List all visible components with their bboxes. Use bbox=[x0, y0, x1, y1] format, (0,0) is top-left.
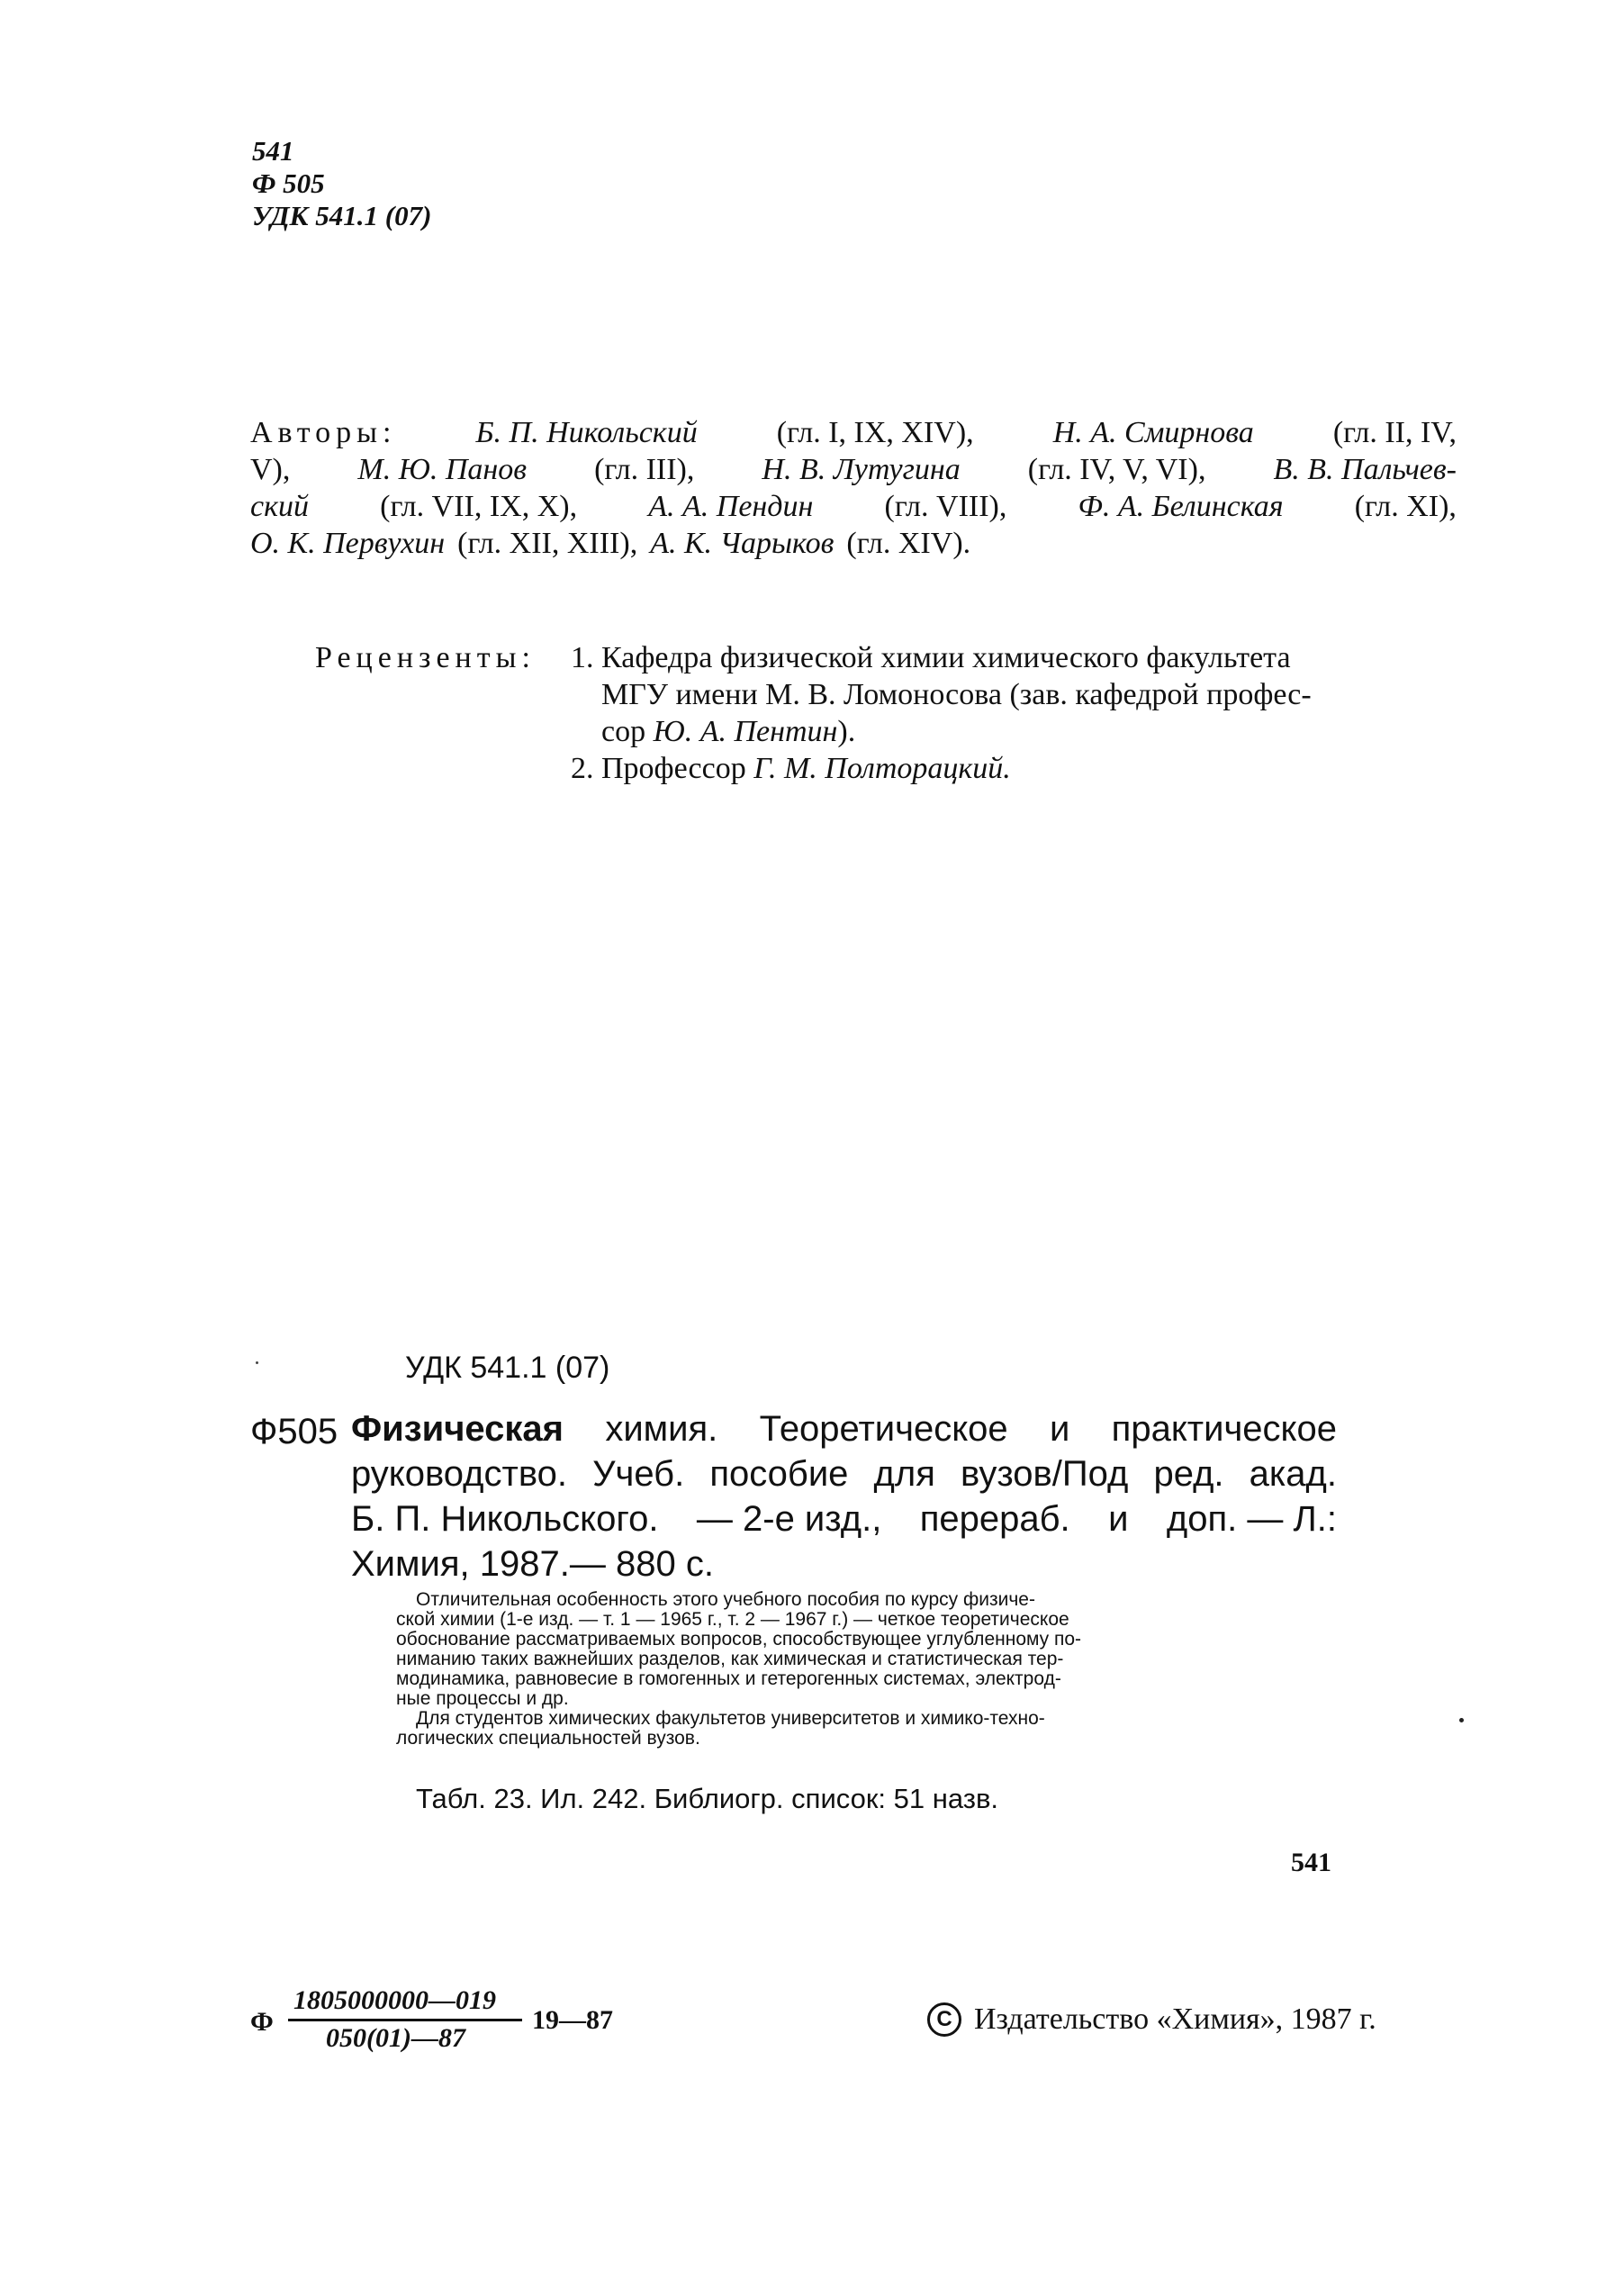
author-chapters: (гл. XI), bbox=[1354, 490, 1457, 523]
speck bbox=[1459, 1718, 1464, 1722]
reviewer-text: Кафедра физической химии химического факультета bbox=[601, 641, 1291, 674]
fraction-bar bbox=[288, 2019, 522, 2021]
reviewer-number: 2. bbox=[571, 752, 594, 785]
annotation-line: обоснование рассматриваемых вопросов, способствующее углубленному по- bbox=[396, 1629, 1082, 1650]
reviewers-block bbox=[315, 639, 1467, 787]
reviewer-text: Профессор bbox=[601, 752, 746, 785]
fraction-denominator: 050(01)—87 bbox=[326, 2023, 465, 2053]
authors-line bbox=[250, 488, 1457, 525]
fraction-symbol: Ф bbox=[250, 2007, 274, 2037]
copyright-line bbox=[927, 2002, 1376, 2037]
biblio-word: перераб. bbox=[919, 1499, 1070, 1539]
catalog-codes bbox=[252, 135, 431, 232]
author-chapters: (гл. II, IV, bbox=[1332, 416, 1457, 449]
reviewers-label: Рецензенты: bbox=[315, 641, 536, 674]
author-chapters: V), bbox=[250, 453, 291, 486]
annotation bbox=[396, 1590, 1337, 1749]
authors-line bbox=[250, 451, 1457, 488]
author-chapters: (гл. I, IX, XIV), bbox=[776, 416, 974, 449]
author-chapters: (гл. IV, V, VI), bbox=[1027, 453, 1206, 486]
annotation-line: ные процессы и др. bbox=[396, 1688, 569, 1709]
author-chapters: (гл. XII, XIII), bbox=[457, 527, 638, 560]
reviewer-name: Ю. А. Пентин bbox=[653, 715, 838, 748]
annotation-line: логических специальностей вузов. bbox=[396, 1728, 700, 1749]
author-chapters: (гл. VIII), bbox=[884, 490, 1007, 523]
card-author-mark: Ф505 bbox=[250, 1412, 338, 1451]
annotation-line: ниманию таких важнейших разделов, как химическая и статистическая тер- bbox=[396, 1649, 1064, 1669]
author-name: Н. В. Лутугина bbox=[762, 453, 961, 486]
biblio-word: Учеб. bbox=[592, 1454, 685, 1494]
biblio-word: пособие bbox=[709, 1454, 849, 1494]
bbk-code: 541 bbox=[252, 135, 294, 167]
author-chapters: (гл. XIV). bbox=[846, 527, 971, 560]
biblio-word: — 2-е изд., bbox=[696, 1499, 882, 1539]
biblio-word: руководство. bbox=[351, 1454, 567, 1494]
annotation-line: Отличительная особенность этого учебного пособия по курсу физиче- bbox=[416, 1589, 1035, 1610]
reviewer-text: МГУ имени М. В. Ломоносова (зав. кафедрой профес- bbox=[601, 678, 1312, 711]
biblio-word: Теоретическое bbox=[759, 1409, 1008, 1449]
author-chapters: (гл. VII, IX, X), bbox=[380, 490, 578, 523]
author-mark: Ф 505 bbox=[252, 167, 325, 199]
copyright-text: Издательство «Химия», 1987 г. bbox=[974, 2002, 1376, 2036]
author-name: А. К. Чарыков bbox=[650, 527, 835, 560]
authors-line bbox=[250, 414, 1457, 451]
speck bbox=[256, 1361, 258, 1364]
biblio-word: для bbox=[873, 1454, 935, 1494]
bibliographic-record bbox=[351, 1406, 1337, 1586]
reviewer-row bbox=[315, 676, 1467, 713]
reviewer-row bbox=[315, 639, 1467, 676]
biblio-word: практическое bbox=[1111, 1409, 1337, 1449]
author-name: Ф. А. Белинская bbox=[1078, 490, 1284, 523]
reviewer-text: ). bbox=[837, 715, 856, 748]
reviewer-number: 1. bbox=[571, 641, 594, 674]
biblio-line bbox=[351, 1496, 1337, 1541]
biblio-line bbox=[351, 1541, 1337, 1586]
authors-block bbox=[250, 414, 1457, 562]
reviewer-row bbox=[315, 713, 1467, 750]
reviewer-text: сор bbox=[601, 715, 646, 748]
biblio-word: Б. П. Никольского. bbox=[351, 1499, 659, 1539]
biblio-word: акад. bbox=[1249, 1454, 1337, 1494]
reviewer-name: Г. М. Полторацкий. bbox=[753, 752, 1011, 785]
biblio-word: доп. — Л.: bbox=[1166, 1499, 1337, 1539]
authors-label: Авторы: bbox=[250, 416, 397, 449]
card-udk: УДК 541.1 (07) bbox=[405, 1351, 610, 1385]
udk-code: УДК 541.1 (07) bbox=[252, 200, 432, 231]
author-name: Н. А. Смирнова bbox=[1052, 416, 1254, 449]
bbk-bottom: 541 bbox=[1291, 1848, 1331, 1877]
author-name: А. А. Пендин bbox=[648, 490, 814, 523]
biblio-word: вузов/Под bbox=[961, 1454, 1129, 1494]
biblio-line bbox=[351, 1451, 1337, 1496]
authors-line bbox=[250, 525, 1457, 562]
author-name: Б. П. Никольский bbox=[475, 416, 698, 449]
biblio-word: химия. bbox=[605, 1409, 718, 1449]
author-name: В. В. Пальчев- bbox=[1273, 453, 1457, 486]
author-name: М. Ю. Панов bbox=[357, 453, 528, 486]
annotation-line: модинамика, равновесие в гомогенных и гетерогенных системах, электрод- bbox=[396, 1668, 1061, 1689]
copyright-icon: C bbox=[927, 2002, 961, 2037]
biblio-line bbox=[351, 1406, 1337, 1451]
author-chapters: (гл. III), bbox=[594, 453, 695, 486]
reviewer-row bbox=[315, 750, 1467, 787]
biblio-word: и bbox=[1050, 1409, 1070, 1449]
author-name: О. К. Первухин bbox=[250, 527, 446, 560]
biblio-word: ред. bbox=[1153, 1454, 1224, 1494]
annotation-line: ской химии (1-е изд. — т. 1 — 1965 г., т. 2 — 1967 г.) — четкое теоретическое bbox=[396, 1609, 1069, 1630]
biblio-word: Химия, 1987.— 880 с. bbox=[351, 1544, 714, 1584]
author-name: ский bbox=[250, 490, 309, 523]
title-bold-word: Физическая bbox=[351, 1409, 564, 1449]
fraction-numerator: 1805000000—019 bbox=[293, 1985, 496, 2015]
tables-illustrations-note: Табл. 23. Ил. 242. Библиогр. список: 51 назв. bbox=[416, 1783, 999, 1814]
biblio-word: и bbox=[1108, 1499, 1129, 1539]
annotation-line: Для студентов химических факультетов университетов и химико-техно- bbox=[416, 1708, 1045, 1729]
fraction-right: 19—87 bbox=[532, 2005, 613, 2035]
